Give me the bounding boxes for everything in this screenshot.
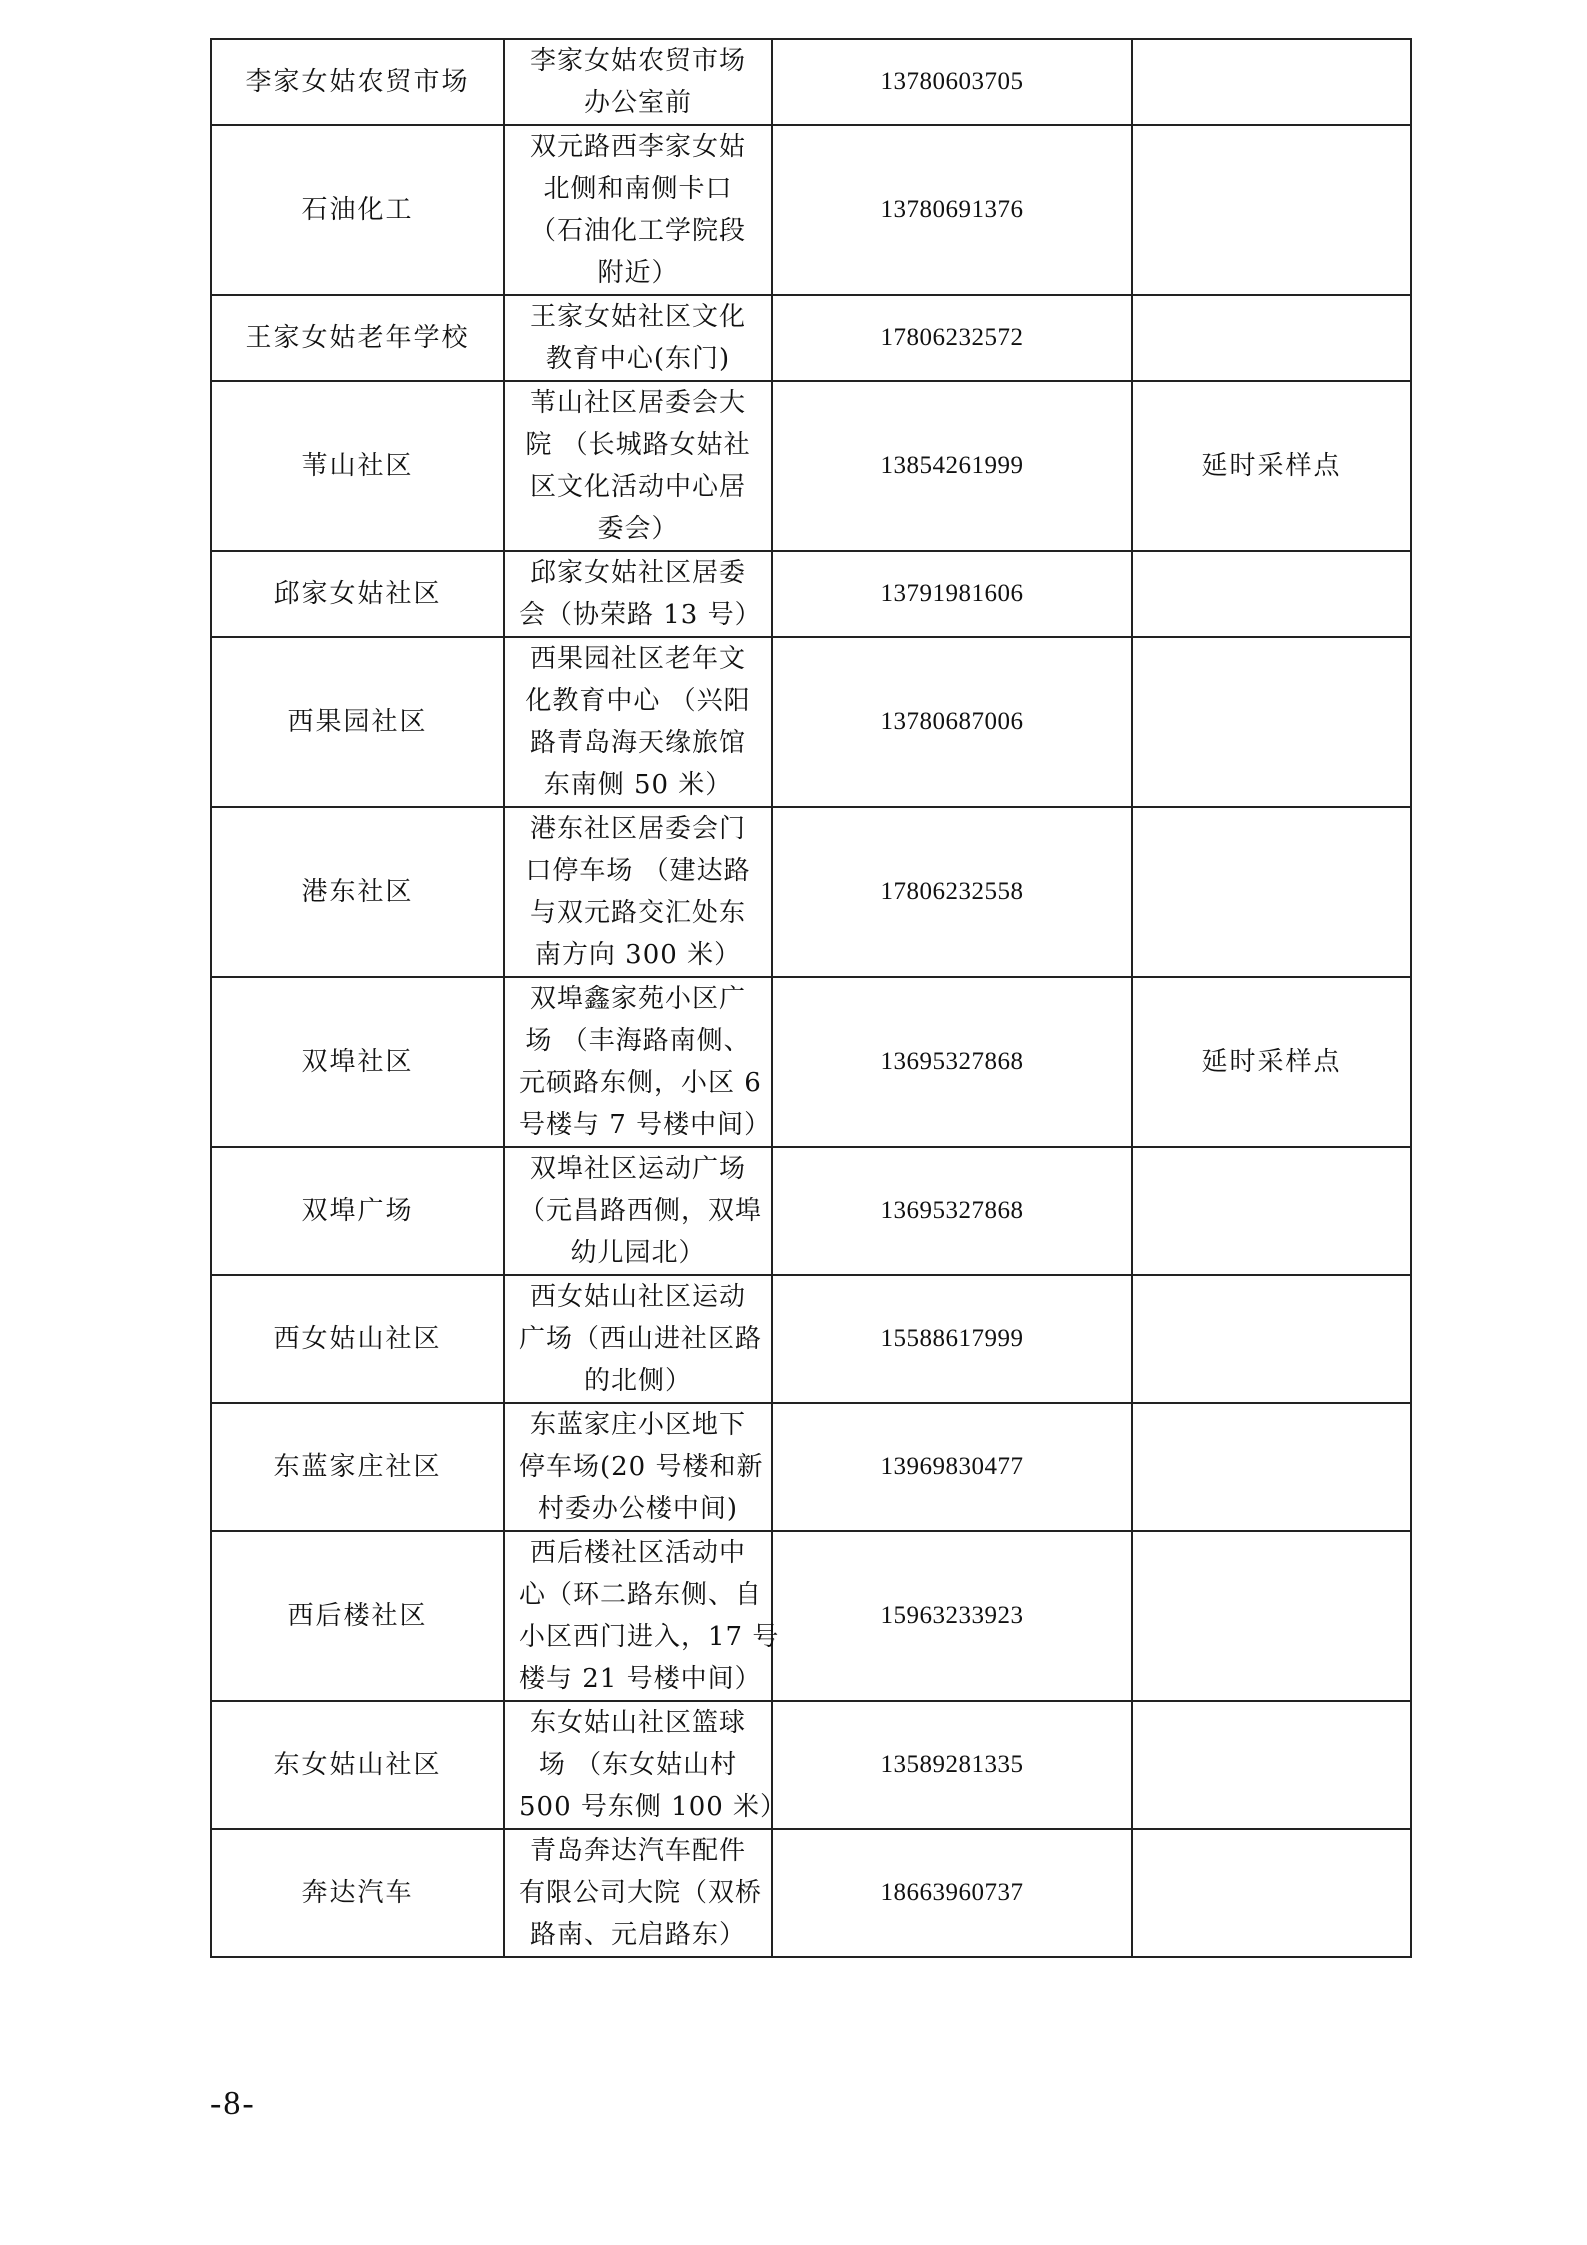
address-line: 李家女姑农贸市场: [529, 46, 746, 76]
note-cell: [1132, 807, 1411, 977]
address-line: （元昌路西侧，双埠: [519, 1196, 763, 1226]
sampling-sites-table: [210, 38, 1412, 1958]
address-line: 楼与 21 号楼中间）: [519, 1664, 762, 1694]
address-line: 北侧和南侧卡口: [543, 174, 733, 204]
site-name-cell: 西女姑山社区: [211, 1275, 504, 1403]
address-line: 苇山社区居委会大: [529, 388, 746, 418]
note-cell: [1132, 1701, 1411, 1829]
address-line: 西果园社区老年文: [529, 644, 746, 674]
address-line: 区文化活动中心居: [529, 472, 746, 502]
address-line: 号楼与 7 号楼中间）: [519, 1110, 772, 1140]
address-line: 元硕路东侧，小区 6: [519, 1068, 762, 1098]
site-address-cell: [504, 1403, 772, 1531]
note-cell: [1132, 637, 1411, 807]
contact-phone-cell: 13695327868: [772, 1147, 1132, 1275]
address-line: 与双元路交汇处东: [529, 898, 746, 928]
table-row: [211, 1829, 1411, 1957]
contact-phone-cell: 13854261999: [772, 381, 1132, 551]
table-row: [211, 1403, 1411, 1531]
table-row: [211, 1701, 1411, 1829]
site-address-cell: [504, 551, 772, 637]
note-cell: [1132, 39, 1411, 125]
address-line: 村委办公楼中间): [537, 1494, 739, 1524]
address-line: 东女姑山社区篮球: [529, 1708, 746, 1738]
site-address-cell: [504, 1531, 780, 1701]
site-address-cell: [504, 637, 772, 807]
site-address-cell: [504, 1829, 772, 1957]
table-row: [211, 39, 1411, 125]
table-row: [211, 1275, 1411, 1403]
table-row: [211, 637, 1411, 807]
site-name-cell: 李家女姑农贸市场: [211, 39, 504, 125]
site-name-cell: 双埠社区: [211, 977, 504, 1147]
site-address-cell: [504, 1701, 788, 1829]
contact-phone-cell: 13969830477: [772, 1403, 1132, 1531]
note-cell: [1132, 1147, 1411, 1275]
address-line: 路青岛海天缘旅馆: [529, 728, 746, 758]
address-line: 港东社区居委会门: [529, 814, 746, 844]
table-row: [211, 807, 1411, 977]
address-line: 双埠社区运动广场: [529, 1154, 746, 1184]
address-line: 附近）: [597, 258, 679, 288]
site-name-cell: 石油化工: [211, 125, 504, 295]
address-line: 化教育中心 （兴阳: [525, 686, 751, 716]
site-name-cell: 东女姑山社区: [211, 1701, 504, 1829]
table-row: [211, 125, 1411, 295]
site-address-cell: [504, 39, 772, 125]
note-cell: [1132, 1829, 1411, 1957]
address-line: 会（协荣路 13 号）: [519, 600, 762, 630]
address-line: 办公室前: [583, 88, 692, 118]
note-cell: [1132, 295, 1411, 381]
address-line: 广场（西山进社区路: [519, 1324, 763, 1354]
contact-phone-cell: 13780687006: [772, 637, 1132, 807]
site-name-cell: 西果园社区: [211, 637, 504, 807]
note-cell: 延时采样点: [1132, 977, 1411, 1147]
address-line: 路南、元启路东）: [529, 1920, 746, 1950]
site-address-cell: [504, 1275, 772, 1403]
contact-phone-cell: 13695327868: [772, 977, 1132, 1147]
note-cell: [1132, 1275, 1411, 1403]
contact-phone-cell: 13791981606: [772, 551, 1132, 637]
address-line: 小区西门进入，17 号: [519, 1622, 780, 1652]
site-address-cell: [504, 381, 772, 551]
site-address-cell: [504, 807, 772, 977]
table-row: [211, 1147, 1411, 1275]
address-line: 西后楼社区活动中: [529, 1538, 746, 1568]
contact-phone-cell: 15963233923: [772, 1531, 1132, 1701]
site-name-cell: 王家女姑老年学校: [211, 295, 504, 381]
address-line: 西女姑山社区运动: [529, 1282, 746, 1312]
table-row: [211, 381, 1411, 551]
note-cell: [1132, 125, 1411, 295]
address-line: 口停车场 （建达路: [525, 856, 751, 886]
address-line: 邱家女姑社区居委: [529, 558, 746, 588]
note-cell: [1132, 1403, 1411, 1531]
contact-phone-cell: 15588617999: [772, 1275, 1132, 1403]
address-line: 东蓝家庄小区地下: [529, 1410, 746, 1440]
table-body: [211, 39, 1411, 1957]
address-line: 王家女姑社区文化: [529, 302, 746, 332]
address-line: 双埠鑫家苑小区广: [529, 984, 746, 1014]
site-name-cell: 双埠广场: [211, 1147, 504, 1275]
site-name-cell: 苇山社区: [211, 381, 504, 551]
address-line: 场 （东女姑山村: [538, 1750, 738, 1780]
page-number: -8-: [210, 2085, 256, 2122]
address-line: 东南侧 50 米）: [543, 770, 733, 800]
address-line: 院 （长城路女姑社: [525, 430, 751, 460]
address-line: 心（环二路东侧、自: [519, 1580, 763, 1610]
contact-phone-cell: 17806232572: [772, 295, 1132, 381]
site-address-cell: [504, 295, 772, 381]
site-name-cell: 邱家女姑社区: [211, 551, 504, 637]
site-name-cell: 西后楼社区: [211, 1531, 504, 1701]
table-row: [211, 1531, 1411, 1701]
address-line: 南方向 300 米）: [534, 940, 742, 970]
site-address-cell: [504, 977, 772, 1147]
address-line: 教育中心(东门): [545, 344, 731, 374]
address-line: 双元路西李家女姑: [529, 132, 746, 162]
table-row: [211, 551, 1411, 637]
address-line: （石油化工学院段: [529, 216, 746, 246]
site-address-cell: [504, 1147, 772, 1275]
address-line: 500 号东侧 100 米）: [519, 1792, 788, 1822]
site-name-cell: 港东社区: [211, 807, 504, 977]
address-line: 停车场(20 号楼和新: [519, 1452, 764, 1482]
site-name-cell: 东蓝家庄社区: [211, 1403, 504, 1531]
contact-phone-cell: 17806232558: [772, 807, 1132, 977]
table-row: [211, 977, 1411, 1147]
note-cell: 延时采样点: [1132, 381, 1411, 551]
contact-phone-cell: 13589281335: [772, 1701, 1132, 1829]
note-cell: [1132, 1531, 1411, 1701]
note-cell: [1132, 551, 1411, 637]
address-line: 的北侧）: [583, 1366, 692, 1396]
contact-phone-cell: 13780691376: [772, 125, 1132, 295]
site-name-cell: 奔达汽车: [211, 1829, 504, 1957]
contact-phone-cell: 13780603705: [772, 39, 1132, 125]
site-address-cell: [504, 125, 772, 295]
table-row: [211, 295, 1411, 381]
address-line: 幼儿园北）: [570, 1238, 706, 1268]
address-line: 有限公司大院（双桥: [519, 1878, 763, 1908]
address-line: 委会）: [597, 514, 679, 544]
contact-phone-cell: 18663960737: [772, 1829, 1132, 1957]
address-line: 场 （丰海路南侧、: [525, 1026, 751, 1056]
address-line: 青岛奔达汽车配件: [529, 1836, 746, 1866]
